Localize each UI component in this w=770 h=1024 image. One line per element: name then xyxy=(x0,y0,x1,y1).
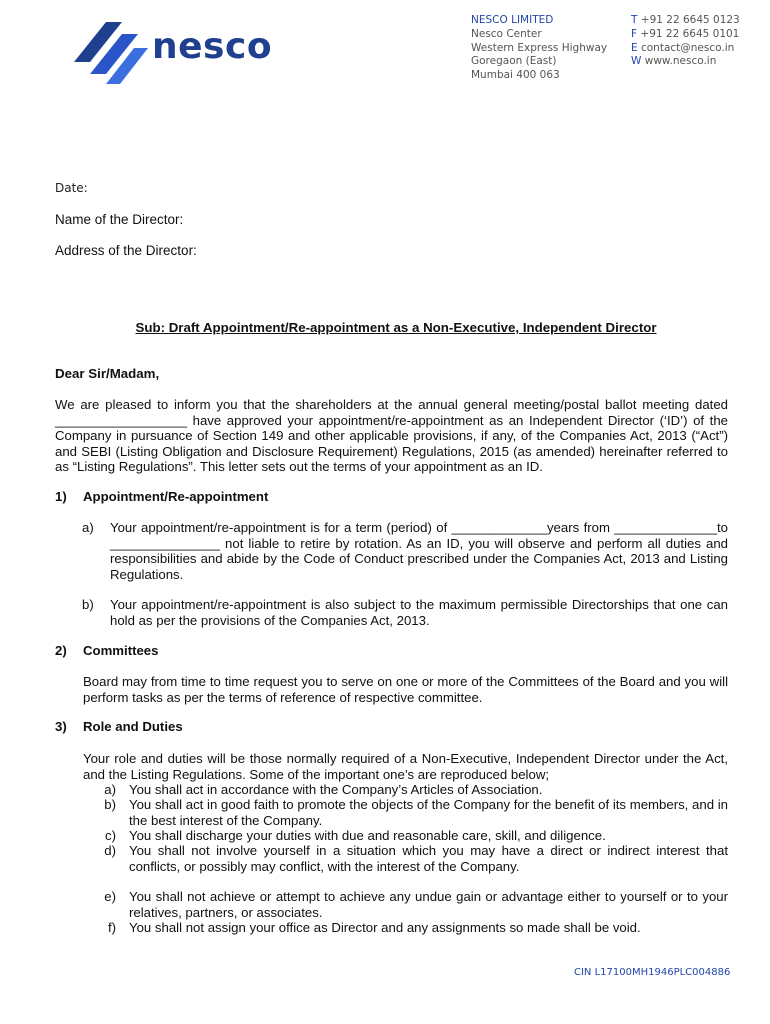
contact-email: E contact@nesco.in xyxy=(631,41,735,54)
subject-line: Sub: Draft Appointment/Re-appointment as a Non-Executive, Independent Director xyxy=(135,320,657,335)
logo-wordmark: nesco xyxy=(152,26,273,67)
list-item: a) Your appointment/re-appointment is for a term (period) of _____________years from ______________to _______________ not liable to retire by rotation. As an ID, you will observe and perform all duties and responsibilities and abide by the Code of Conduct prescribed under the Companies Act, 2013 and Listing Regulations. xyxy=(82,520,728,582)
address-line: Mumbai 400 063 xyxy=(471,69,560,82)
duty-item: b) You shall act in good faith to promote the objects of the Company for the benefit of its members, and in the best interest of the Company. xyxy=(104,797,728,828)
section-heading: 1) Appointment/Re-appointment xyxy=(55,489,269,504)
committees-paragraph: Board may from time to time request you to serve on one or more of the Committees of the Board and you will perform tasks as per the terms of reference of respective committee. xyxy=(83,674,728,705)
duty-item: f) You shall not assign your office as Director and any assignments so made shall be void. xyxy=(107,920,641,935)
footer-cin: CIN L17100MH1946PLC004886 xyxy=(574,967,731,978)
director-address-label: Address of the Director: xyxy=(55,243,197,258)
duty-item: a) You shall act in accordance with the Company’s Articles of Association. xyxy=(104,782,543,797)
address-line: Goregaon (East) xyxy=(471,55,557,68)
company-name: NESCO LIMITED xyxy=(471,14,554,26)
salutation: Dear Sir/Madam, xyxy=(55,366,160,381)
duty-item: d) You shall not involve yourself in a situation which you may have a direct or indirect interest that conflicts, or possibly may conflict, with the interest of the Company. xyxy=(104,843,728,874)
contact-phone: T +91 22 6645 0123 xyxy=(631,14,740,26)
nesco-logo-mark xyxy=(72,16,162,84)
letterhead-contact xyxy=(631,14,740,69)
intro-paragraph: We are pleased to inform you that the shareholders at the annual general meeting/postal ballot meeting dated __________________ have approved your appointment/re-appointment as an Independent Director (‘ID’) of the Company in pursuance of Section 149 and other applicable provisions, if any, of the Companies Act, 2013 (“Act”) and SEBI (Listing Obligation and Disclosure Requirement) Regulations, 2015 (as amended) hereinafter referred to as “Listing Regulations”. This letter sets out the terms of your appointment as an ID. xyxy=(55,397,728,475)
date-label: Date: xyxy=(55,181,88,195)
section-heading: 3) Role and Duties xyxy=(55,719,183,734)
duty-item: c) You shall discharge your duties with due and reasonable care, skill, and diligence. xyxy=(105,828,606,843)
address-line: Western Express Highway xyxy=(471,41,608,54)
section-heading: 2) Committees xyxy=(55,643,159,658)
list-item: b) Your appointment/re-appointment is also subject to the maximum permissible Directorships that one can hold as per the provisions of the Companies Act, 2013. xyxy=(82,597,728,628)
director-name-label: Name of the Director: xyxy=(55,212,184,227)
duty-item: e) You shall not achieve or attempt to achieve any undue gain or advantage either to yourself or to your relatives, partners, or associates. xyxy=(104,889,728,920)
role-paragraph: Your role and duties will be those normally required of a Non-Executive, Independent Director under the Act, and the Listing Regulations. Some of the important one’s are reproduced below; xyxy=(83,751,728,782)
contact-website: W www.nesco.in xyxy=(631,55,717,68)
address-line: Nesco Center xyxy=(471,27,542,40)
contact-fax: F +91 22 6645 0101 xyxy=(631,27,740,40)
letterhead-address xyxy=(471,14,607,83)
